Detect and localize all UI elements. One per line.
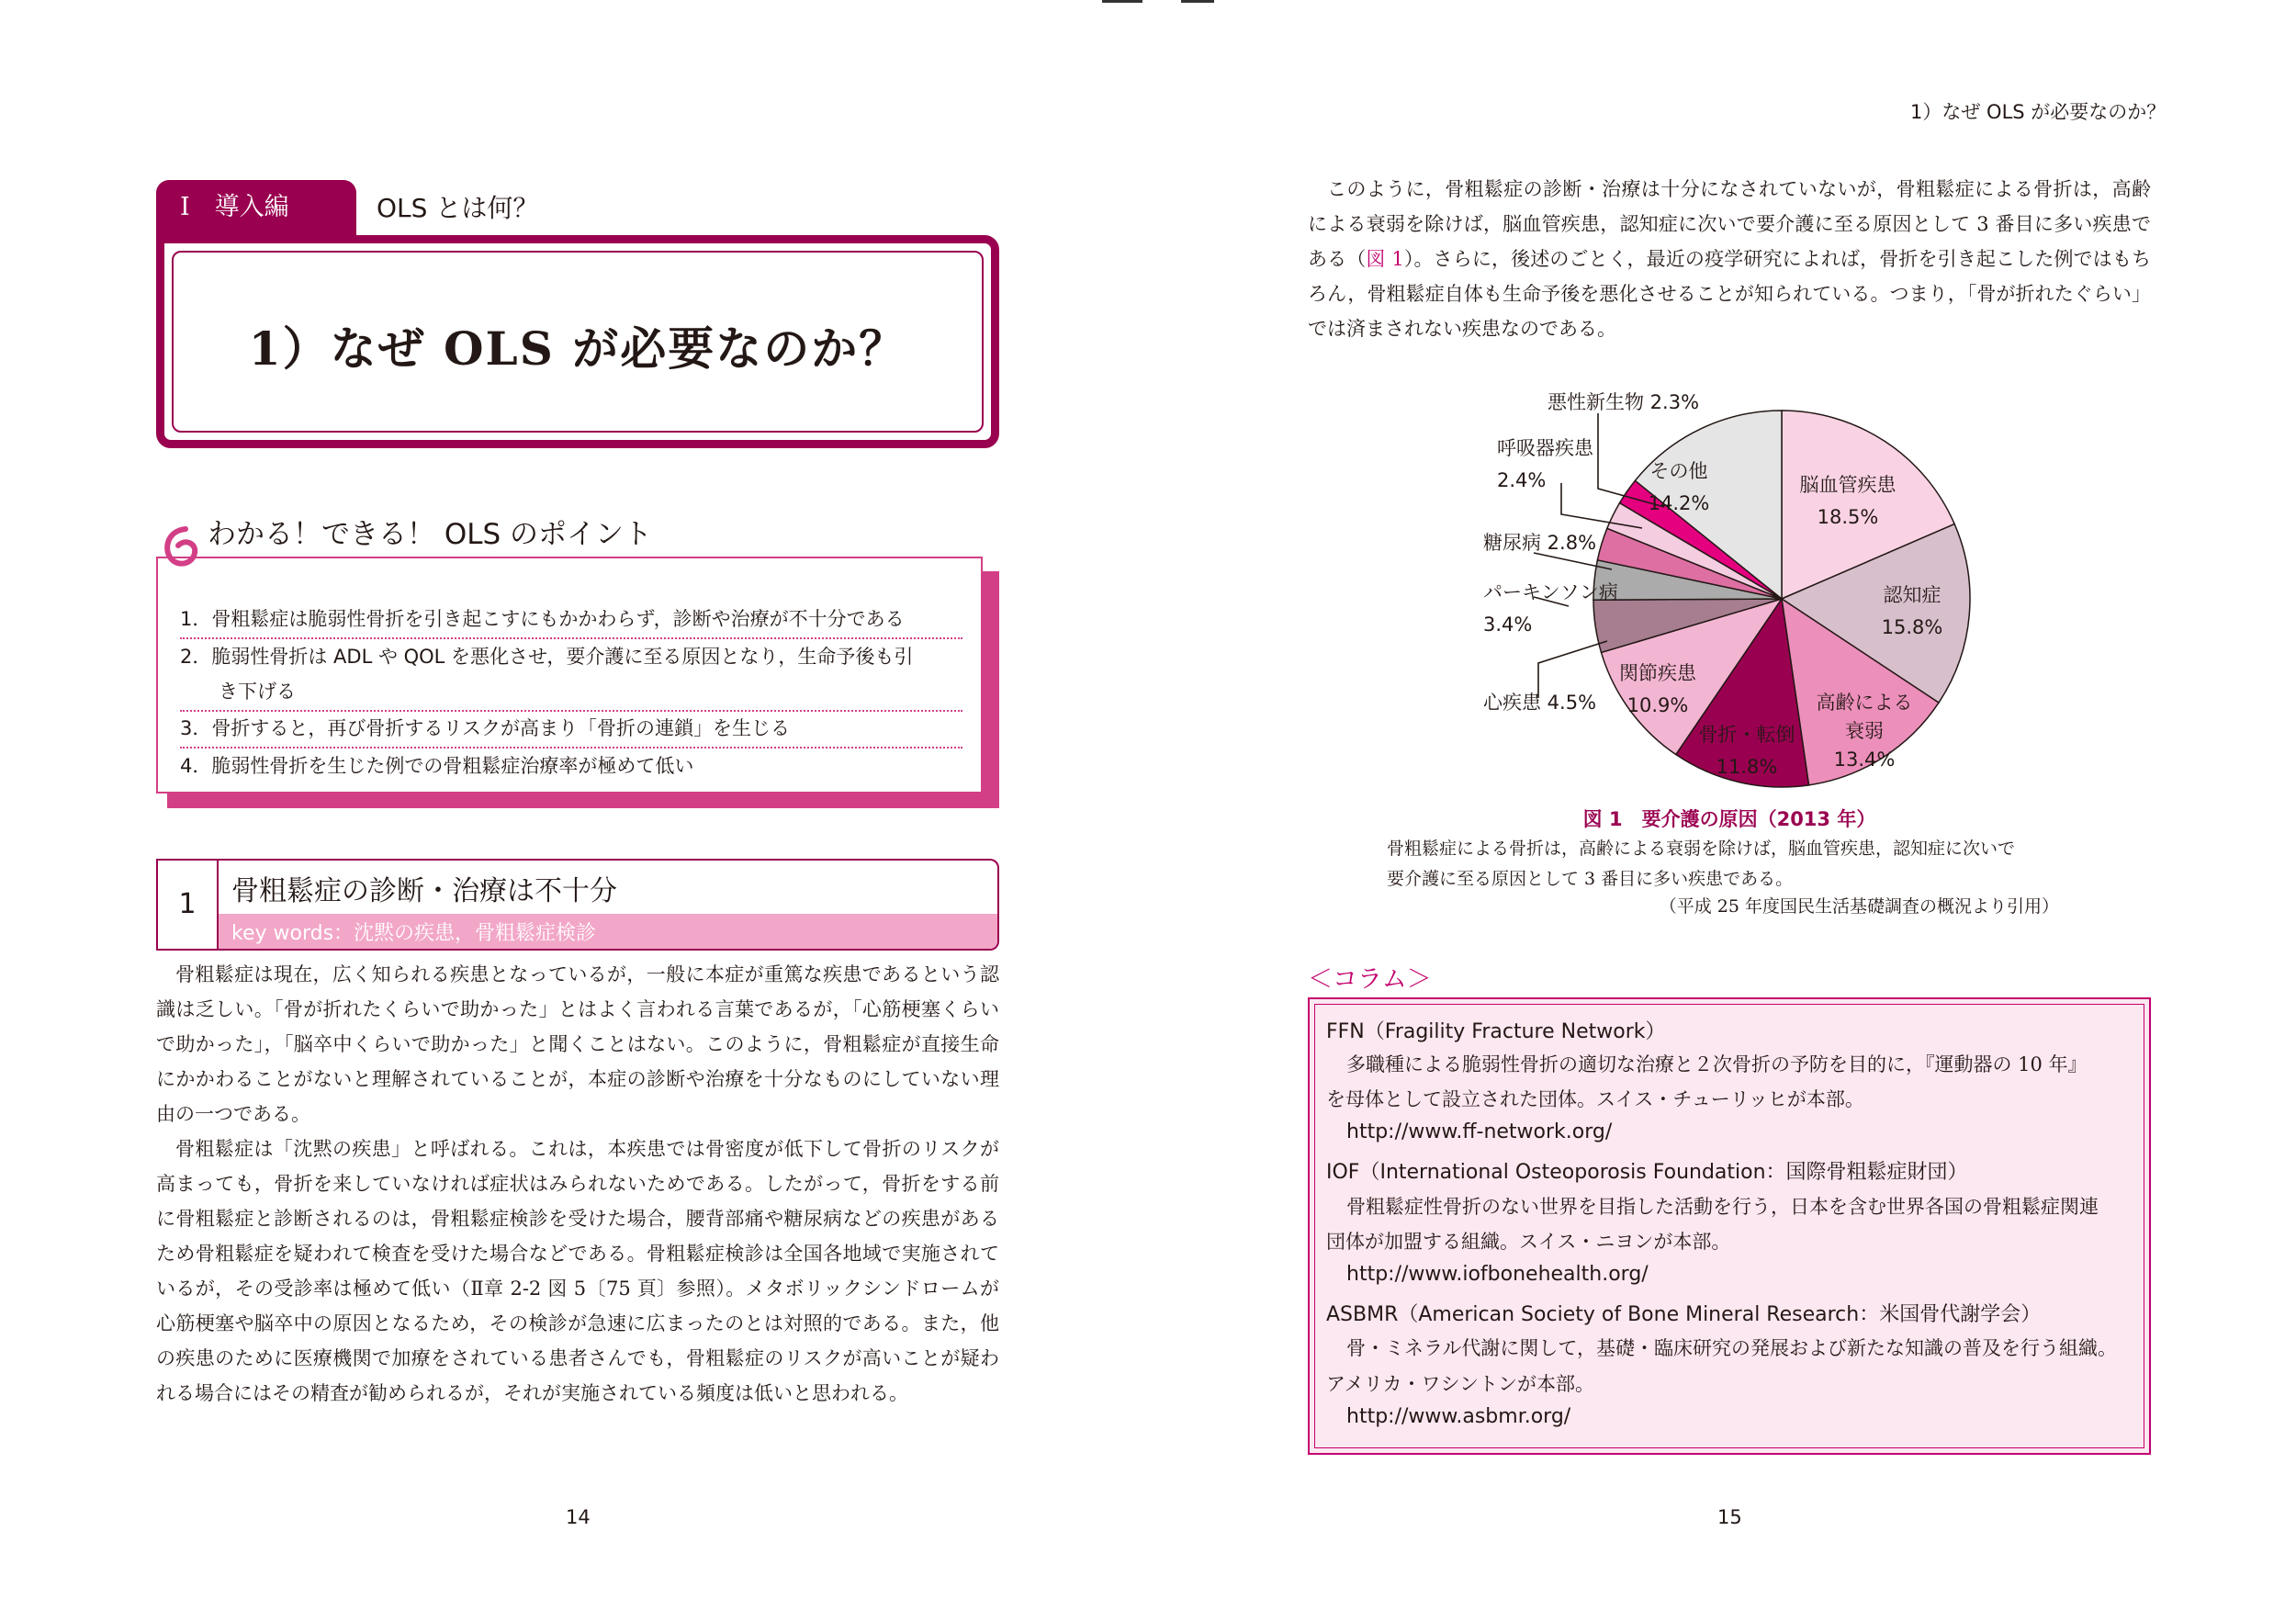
column-org-name: FFN（Fragility Fracture Network） <box>1326 1020 1666 1043</box>
pie-label: 関節疾患 <box>1619 662 1696 684</box>
pie-label: 14.2% <box>1648 492 1710 514</box>
pie-label: 11.8% <box>1716 756 1778 778</box>
pie-label: 心疾患 4.5% <box>1483 692 1597 714</box>
column-text: を母体として設立された団体。スイス・チューリッヒが本部。 <box>1326 1088 1864 1110</box>
point-item: 1．骨粗鬆症は脆弱性骨折を引き起こすにもかかわらず，診断や治療が不十分である <box>180 608 905 630</box>
points-heading: わかる！できる！ OLS のポイント <box>208 511 661 552</box>
page-number-left: 14 <box>566 1506 591 1528</box>
figure-caption: 図 1 要介護の原因（2013 年） <box>1582 808 1876 830</box>
pie-label: 糖尿病 2.8% <box>1483 532 1597 554</box>
swirl-icon <box>158 522 204 577</box>
pie-label: 10.9% <box>1626 694 1689 716</box>
pie-label: 脳血管疾患 <box>1799 474 1896 496</box>
column-text: 骨粗鬆症性骨折のない世界を目指した活動を行う，日本を含む世界各国の骨粗鬆症関連 <box>1346 1196 2099 1218</box>
column-link[interactable]: http://www.ff-network.org/ <box>1346 1120 1613 1143</box>
pie-label: 15.8% <box>1881 616 1943 638</box>
body-text-right <box>1308 172 2151 346</box>
body-text-left <box>156 957 999 1411</box>
paragraph: このように，骨粗鬆症の診断・治療は十分になされていないが，骨粗鬆症による骨折は，高齢による衰弱を除けば，脳血管疾患，認知症に次いで要介護に至る原因として 3 番目に多い疾患である（図 1）。さらに，後述のごとく，最近の疫学研究によれば，骨折を引き起こした例ではもちろん，骨粗鬆症自体も生命予後を悪化させることが知られている。つまり，「骨が折れたぐらい」では済まされない疾患なのである。 <box>1308 178 2152 340</box>
point-item: 4．脆弱性骨折を生じた例での骨粗鬆症治療率が極めて低い <box>180 755 694 777</box>
figure-description: 骨粗鬆症による骨折は，高齢による衰弱を除けば，脳血管疾患，認知症に次いで 要介護に至る原因として 3 番目に多い疾患である。 <box>1387 839 2016 889</box>
pie-label: 18.5% <box>1817 506 1879 528</box>
page-title: 1）なぜ OLS が必要なのか？ <box>248 321 907 376</box>
point-item-continued: き下げる <box>219 681 296 703</box>
figure-source: （平成 25 年度国民生活基礎調査の概況より引用） <box>1659 896 2059 917</box>
column-text: 多職種による脆弱性骨折の適切な治療と２次骨折の予防を目的に，『運動器の 10 年』 <box>1346 1053 2088 1075</box>
chapter-tab: Ⅰ 導入編 <box>156 180 356 235</box>
pie-label: 認知症 <box>1883 584 1941 606</box>
column-link[interactable]: http://www.iofbonehealth.org/ <box>1346 1263 1649 1286</box>
column-link[interactable]: http://www.asbmr.org/ <box>1346 1405 1571 1428</box>
pie-label: 13.4% <box>1833 749 1896 771</box>
chapter-subtitle: OLS とは何？ <box>377 193 539 223</box>
paragraph: 骨粗鬆症は現在，広く知られる疾患となっているが，一般に本症が重篤な疾患であるという認識は乏しい。「骨が折れたくらいで助かった」とはよく言われる言葉であるが，「心筋梗塞くらいで助かった」，「脳卒中くらいで助かった」と聞くことはない。このように，骨粗鬆症が直接生命にかかわることがないと理解されていることが，本症の診断や治療を十分なものにしていない理由の一つである。 <box>156 963 999 1125</box>
pie-label: 2.4% <box>1497 469 1547 491</box>
section-keywords: key words：沈黙の疾患，骨粗鬆症検診 <box>231 922 597 945</box>
crop-mark <box>1181 0 1214 3</box>
paragraph: 骨粗鬆症は「沈黙の疾患」と呼ばれる。これは，本疾患では骨密度が低下して骨折のリスクが高まっても，骨折を来していなければ症状はみられないためである。したがって，骨折をする前に骨粗鬆症と診断されるのは，骨粗鬆症検診を受けた場合，腰背部痛や糖尿病などの疾患があるため骨粗鬆症を疑われて検査を受けた場合などである。骨粗鬆症検診は全国各地域で実施されているが，その受診率は極めて低い（Ⅱ章 2-2 図 5〔75 頁〕参照）。メタボリックシンドロームが心筋梗塞や脳卒中の原因となるため，その検診が急速に広まったのとは対照的である。また，他の疾患のために医療機関で加療をされている患者さんでも，骨粗鬆症のリスクが高いことが疑われる場合にはその精査が勧められるが，それが実施されている頻度は低いと思われる。 <box>156 1138 999 1404</box>
column-text: 団体が加盟する組織。スイス・ニヨンが本部。 <box>1326 1231 1731 1253</box>
pie-label: 呼吸器疾患 <box>1497 437 1593 459</box>
section-number: 1 <box>156 859 219 951</box>
pie-label: その他 <box>1649 460 1708 482</box>
running-head: 1）なぜ OLS が必要なのか？ <box>1910 101 2167 123</box>
column-org-name: IOF（International Osteoporosis Foundation：国際骨粗鬆症財団） <box>1326 1161 1968 1184</box>
figure-reference[interactable]: 図 1 <box>1366 248 1404 270</box>
pie-label: 悪性新生物 2.3% <box>1548 391 1700 413</box>
pie-label: 高齢による <box>1816 692 1913 714</box>
column-org-name: ASBMR（American Society of Bone Mineral Research：米国骨代謝学会） <box>1326 1303 2042 1326</box>
pie-chart <box>1469 386 1984 790</box>
section-title: 骨粗鬆症の診断・治療は不十分 <box>231 875 617 907</box>
point-item: 2．脆弱性骨折は ADL や QOL を悪化させ，要介護に至る原因となり，生命予後も引 <box>180 646 914 668</box>
pie-label: 衰弱 <box>1845 720 1884 742</box>
point-item: 3．骨折すると，再び骨折するリスクが高まり「骨折の連鎖」を生じる <box>180 717 790 739</box>
pie-label: 骨折・転倒 <box>1698 724 1795 746</box>
column-text: アメリカ・ワシントンが本部。 <box>1326 1373 1595 1395</box>
page-number-right: 15 <box>1717 1506 1742 1528</box>
column-heading: ＜コラム＞ <box>1308 965 1432 994</box>
pie-label: パーキンソン病 <box>1483 581 1618 603</box>
pie-label: 3.4% <box>1483 614 1533 636</box>
crop-mark <box>1102 0 1142 3</box>
column-text: 骨・ミネラル代謝に関して，基礎・臨床研究の発展および新たな知識の普及を行う組織。 <box>1346 1337 2117 1359</box>
